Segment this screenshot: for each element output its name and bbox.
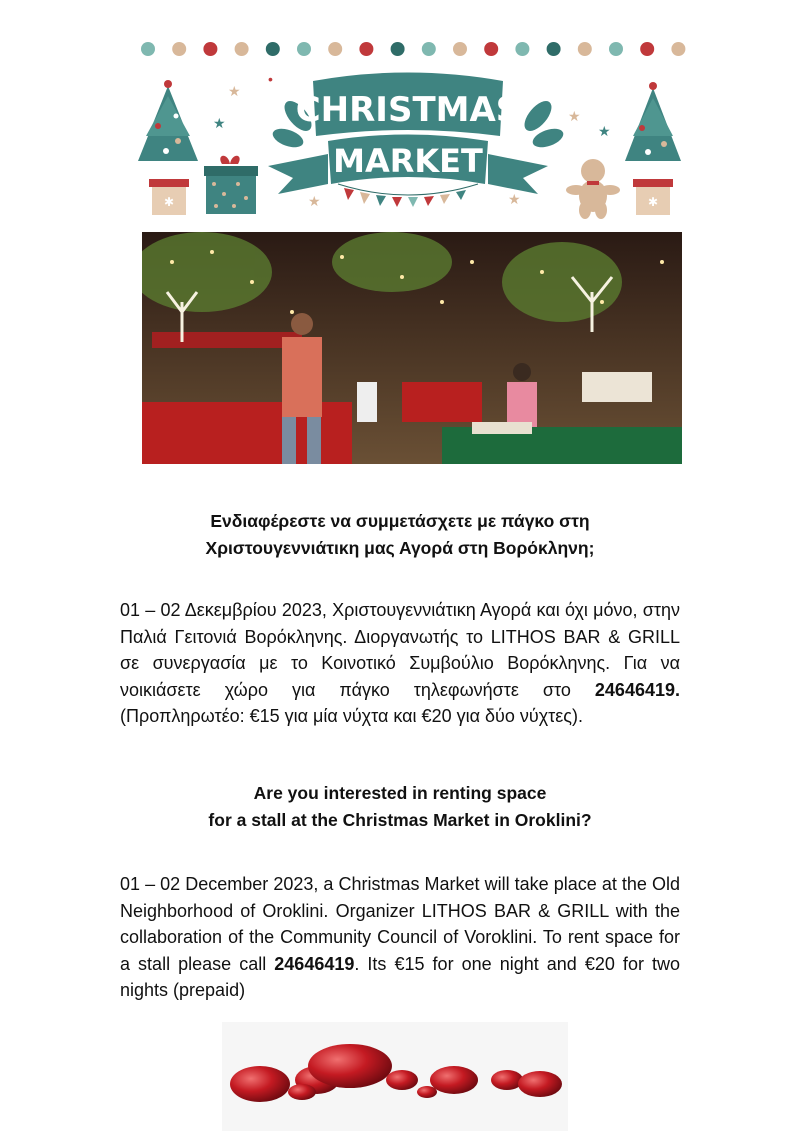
- greek-body: [120, 597, 680, 730]
- border-dot: [422, 42, 436, 56]
- svg-text:★: ★: [598, 123, 611, 139]
- border-dot: [671, 42, 685, 56]
- english-heading-line2: for a stall at the Christmas Market in Oroklini?: [208, 810, 592, 830]
- english-heading-line1: Are you interested in renting space: [253, 783, 547, 803]
- border-dot: [640, 42, 654, 56]
- christmas-ornaments-image: [222, 1022, 568, 1131]
- border-dot: [328, 42, 342, 56]
- svg-text:✱: ✱: [647, 195, 659, 209]
- christmas-market-banner: [128, 66, 688, 226]
- english-body-text-end: . Its €15 for one night and €20 for two nights (prepaid): [120, 953, 681, 1000]
- border-dot: [547, 42, 561, 56]
- dot-border: [140, 40, 690, 58]
- christmas-tree-icon: [138, 80, 198, 215]
- border-dot: [297, 42, 311, 56]
- svg-text:•: •: [268, 71, 273, 87]
- greek-heading: [120, 508, 680, 562]
- border-dot: [391, 42, 405, 56]
- greek-body-text: 01 – 02 Δεκεμβρίου 2023, Χριστουγεννιάτικη Αγορά και όχι μόνο, στην Παλιά Γειτονιά Βορόκληνης. Διοργανωτής το LITHOS BAR & GRILL σε συνεργασία με το Κοινοτικό Συμβούλιο Βορόκληνης. Για να νοικιάσετε χώρο για πάγκο τηλεφωνήστε στο: [120, 600, 680, 700]
- border-dot: [515, 42, 529, 56]
- christmas-tree-icon: [625, 82, 681, 215]
- border-dot: [203, 42, 217, 56]
- market-photo: [142, 232, 682, 464]
- english-body: [120, 871, 680, 1004]
- greek-heading-line1: Ενδιαφέρεστε να συμμετάσχετε με πάγκο στη: [210, 511, 590, 531]
- border-dot: [609, 42, 623, 56]
- gift-box-icon: [204, 156, 258, 214]
- border-dot: [172, 42, 186, 56]
- english-phone: 24646419: [274, 953, 355, 974]
- border-dot: [453, 42, 467, 56]
- svg-text:★: ★: [508, 191, 521, 207]
- greek-phone: 24646419.: [594, 679, 680, 700]
- border-dot: [235, 42, 249, 56]
- banner-title: CHRISTMAS: [295, 90, 521, 130]
- svg-text:★: ★: [568, 108, 581, 124]
- svg-text:✱: ✱: [163, 195, 175, 209]
- svg-text:★: ★: [213, 115, 226, 131]
- english-heading: [120, 780, 680, 834]
- border-dot: [266, 42, 280, 56]
- english-body-text: 01 – 02 December 2023, a Christmas Market will take place at the Old Neighborhood of Oroklini. Organizer LITHOS BAR & GRILL with the collaboration of the Community Council of Voroklini. To rent space for a stall please call: [120, 874, 680, 974]
- border-dot: [578, 42, 592, 56]
- greek-heading-line2: Χριστουγεννιάτικη μας Αγορά στη Βορόκληνη;: [205, 538, 595, 558]
- svg-text:★: ★: [228, 83, 241, 99]
- border-dot: [141, 42, 155, 56]
- banner-subtitle: MARKET: [333, 142, 483, 180]
- greek-body-text-end: (Προπληρωτέο: €15 για μία νύχτα και €20 για δύο νύχτες).: [120, 706, 583, 726]
- svg-text:★: ★: [308, 193, 321, 209]
- gingerbread-man-icon: [566, 159, 620, 219]
- bunting-flags-icon: [338, 184, 478, 207]
- border-dot: [484, 42, 498, 56]
- border-dot: [359, 42, 373, 56]
